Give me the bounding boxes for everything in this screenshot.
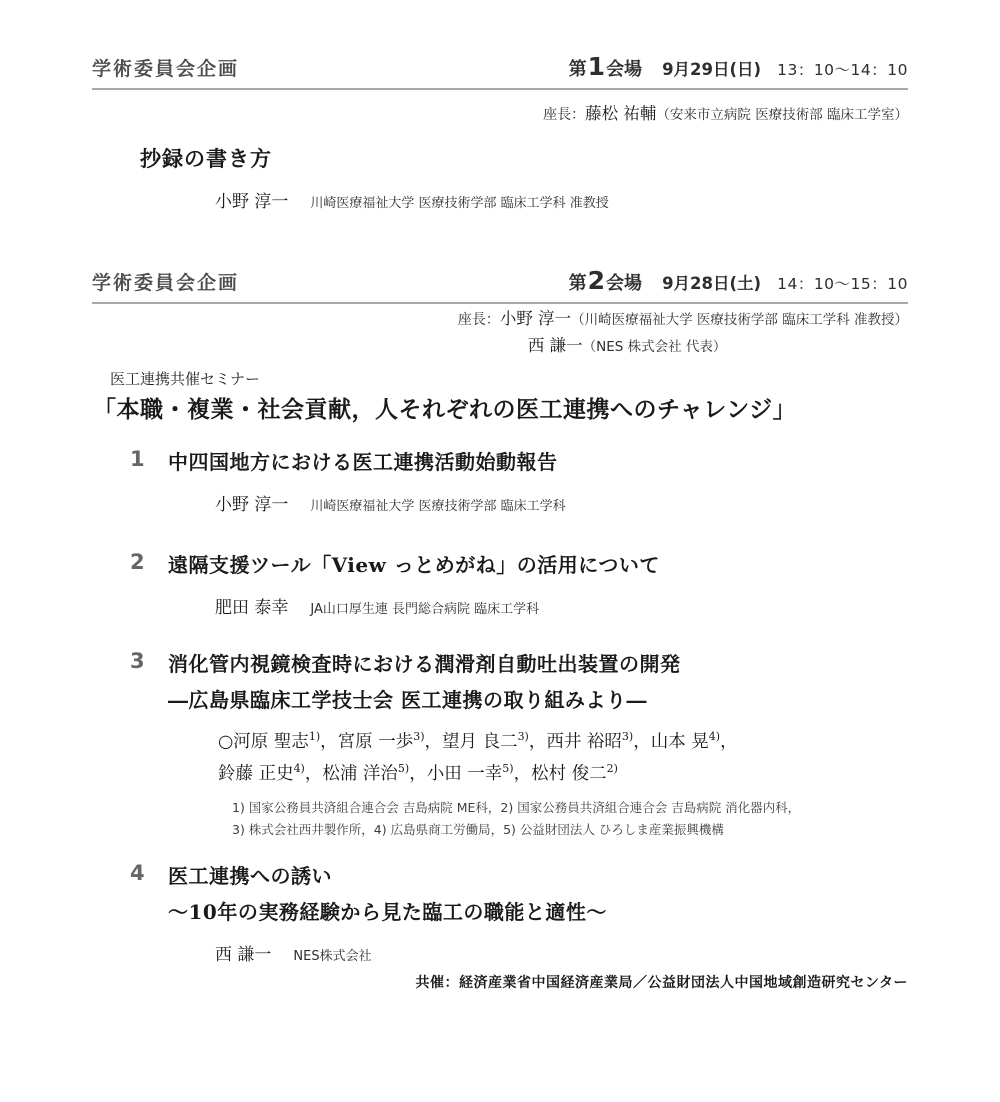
venue-number: 2 bbox=[587, 266, 606, 295]
venue-number: 1 bbox=[587, 52, 606, 81]
speaker-affiliation: 川崎医療福祉大学 医療技術学部 臨床工学科 准教授 bbox=[310, 196, 609, 211]
item-number: 3 bbox=[130, 649, 145, 673]
item-head bbox=[130, 547, 908, 583]
seminar-title: 「本職・複業・社会貢献，人それぞれの医工連携へのチャレンジ」 bbox=[93, 396, 797, 423]
session1-time: 13：10～14：10 bbox=[777, 61, 908, 79]
speaker-affiliation: 川崎医療福祉大学 医療技術学部 臨床工学科 bbox=[310, 499, 566, 514]
item-title bbox=[168, 646, 681, 718]
chair-affiliation: （NES 株式会社 代表） bbox=[582, 339, 727, 355]
item-title bbox=[168, 444, 558, 480]
item-title-line1: 消化管内視鏡検査時における潤滑剤自動吐出装置の開発 bbox=[168, 652, 681, 676]
item-title-line1: 中四国地方における医工連携活動始動報告 bbox=[168, 450, 558, 474]
affiliation-note-line: 1) 国家公務員共済組合連合会 吉島病院 ME科，2) 国家公務員共済組合連合会 吉島病院 消化器内科， bbox=[232, 800, 801, 815]
chair-line bbox=[543, 101, 908, 128]
session2-header-bar bbox=[92, 268, 908, 304]
chair-line bbox=[458, 306, 908, 333]
venue-suffix: 会場 bbox=[606, 273, 643, 294]
venue-prefix: 第 bbox=[568, 59, 587, 80]
item-head bbox=[130, 646, 908, 718]
chair-label: 座長： bbox=[457, 312, 500, 328]
item-head bbox=[130, 858, 908, 930]
session1-venue-info bbox=[569, 54, 908, 81]
venue-suffix: 会場 bbox=[606, 59, 643, 80]
speaker-affiliation: JA山口厚生連 長門総合病院 臨床工学科 bbox=[310, 602, 540, 617]
cosponsor-footer: 共催：経済産業省中国経済産業局／公益財団法人中国地域創造研究センター bbox=[415, 975, 908, 991]
item-title-line1: 医工連携への誘い bbox=[168, 864, 332, 888]
item-title-line2: ―広島県臨床工学技士会 医工連携の取り組みより― bbox=[168, 688, 647, 712]
session2-chairs bbox=[458, 306, 908, 360]
session1-header-bar bbox=[92, 54, 908, 90]
item-title-line1: 遠隔支援ツール「View っとめがね」の活用について bbox=[168, 553, 660, 577]
session1-date: 9月29日(日) bbox=[662, 60, 762, 79]
session1-lecture-title: 抄録の書き方 bbox=[140, 146, 272, 171]
program-item-2 bbox=[130, 547, 908, 618]
session2-category: 学術委員会企画 bbox=[92, 272, 240, 294]
session1-speaker bbox=[215, 187, 609, 212]
chair-affiliation: （川崎医療福祉大学 医療技術学部 臨床工学科 准教授） bbox=[571, 312, 908, 328]
speaker-name: 西 謙一 bbox=[215, 945, 272, 965]
speaker-name: 小野 淳一 bbox=[215, 192, 289, 212]
program-item-4 bbox=[130, 858, 908, 965]
venue-prefix: 第 bbox=[568, 273, 587, 294]
chair-name: 藤松 祐輔 bbox=[585, 104, 657, 123]
item-speaker bbox=[215, 490, 908, 515]
chair-affiliation: （安来市立病院 医療技術部 臨床工学室） bbox=[656, 107, 908, 123]
speaker-name: 小野 淳一 bbox=[215, 495, 289, 515]
item-title bbox=[168, 547, 660, 583]
author-line: 鈴藤 正史$^{4)}$，松浦 洋治$^{5)}$，小田 一幸$^{5)}$，松村 俊二$^{2)}$ bbox=[218, 762, 618, 784]
chair-name: 西 謙一 bbox=[527, 336, 583, 355]
item-title bbox=[168, 858, 607, 930]
item-affiliation-notes bbox=[232, 797, 908, 841]
program-item-3 bbox=[130, 646, 908, 841]
session2-time: 14：10～15：10 bbox=[777, 275, 908, 293]
item-number: 4 bbox=[130, 861, 145, 885]
chair-label: 座長： bbox=[543, 107, 586, 123]
session1-category: 学術委員会企画 bbox=[92, 58, 240, 80]
program-item-1 bbox=[130, 444, 908, 515]
item-speaker bbox=[215, 940, 908, 965]
author-line: ○河原 聖志$^{1)}$，宮原 一歩$^{3)}$，望月 良二$^{3)}$，西井 裕昭$^{3)}$，山本 晃$^{4)}$， bbox=[218, 730, 738, 752]
item-number: 2 bbox=[130, 550, 145, 574]
item-title-line2: ～10年の実務経験から見た臨工の職能と適性～ bbox=[168, 900, 607, 924]
item-speaker bbox=[215, 593, 908, 618]
session2-date: 9月28日(土) bbox=[662, 274, 762, 293]
session2-venue-info bbox=[569, 268, 908, 295]
speaker-name: 肥田 泰幸 bbox=[215, 598, 289, 618]
speaker-affiliation: NES株式会社 bbox=[293, 949, 372, 964]
item-head bbox=[130, 444, 908, 480]
chair-name: 小野 淳一 bbox=[499, 309, 572, 328]
item-authors bbox=[218, 726, 908, 790]
item-number: 1 bbox=[130, 447, 145, 471]
chair-line bbox=[458, 333, 908, 360]
session1-chair bbox=[543, 101, 908, 128]
affiliation-note-line: 3) 株式会社西井製作所，4) 広島県商工労働局，5) 公益財団法人 ひろしま産業振興機構 bbox=[232, 822, 724, 837]
seminar-label: 医工連携共催セミナー bbox=[110, 370, 261, 388]
